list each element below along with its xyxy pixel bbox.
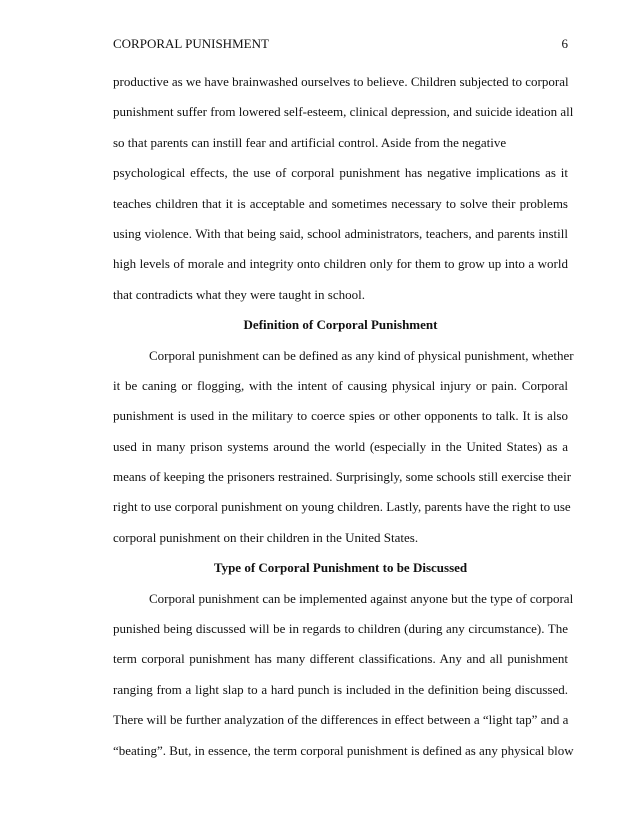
text-line: means of keeping the prisoners restrained. Surprisingly, some schools still exercise their [113,469,572,485]
section-heading: Definition of Corporal Punishment [243,317,438,333]
text-line: that contradicts what they were taught in school. [113,286,365,302]
text-line: Corporal punishment can be implemented against anyone but the type of corporal [149,590,574,606]
text-line: Corporal punishment can be defined as any kind of physical punishment, whether [149,347,574,363]
text-line: ranging from a light slap to a hard punch is included in the definition being discussed. [113,681,568,697]
body-text [113,67,574,766]
page-number: 6 [561,36,568,51]
text-line: There will be further analyzation of the differences in effect between a “light tap” and a [113,712,569,728]
text-line: term corporal punishment has many different classifications. Any and all punishment [113,651,568,667]
text-line: high levels of morale and integrity onto children only for them to grow up into a world [113,256,568,272]
text-line: it be caning or flogging, with the intent of causing physical injury or pain. Corporal [113,377,568,393]
text-line: punishment is used in the military to coerce spies or other opponents to talk. It is also [113,408,568,424]
section-heading: Type of Corporal Punishment to be Discussed [213,560,468,576]
paragraph-2 [113,341,574,554]
text-line: right to use corporal punishment on young children. Lastly, parents have the right to use [113,499,571,515]
text-line: so that parents can instill fear and artificial control. Aside from the negative [113,134,507,150]
text-line: “beating”. But, in essence, the term corporal punishment is defined as any physical blow [113,742,574,758]
text-line: teaches children that it is acceptable and sometimes necessary to solve their problems [113,195,568,211]
running-head: CORPORAL PUNISHMENT [113,36,269,51]
page-header [113,36,568,54]
paragraph-3 [113,584,574,766]
text-line: productive as we have brainwashed ourselves to believe. Children subjected to corporal [113,74,569,89]
text-line: used in many prison systems around the world (especially in the United States) as a [113,438,568,454]
paragraph-1 [113,67,574,310]
text-line: punishment suffer from lowered self-esteem, clinical depression, and suicide ideation all [113,104,574,120]
text-line: corporal punishment on their children in the United States. [113,529,419,545]
text-line: using violence. With that being said, school administrators, teachers, and parents instill [113,225,568,241]
text-line: psychological effects, the use of corporal punishment has negative implications as it [113,165,568,181]
text-line: punished being discussed will be in regards to children (during any circumstance). The [113,621,568,637]
